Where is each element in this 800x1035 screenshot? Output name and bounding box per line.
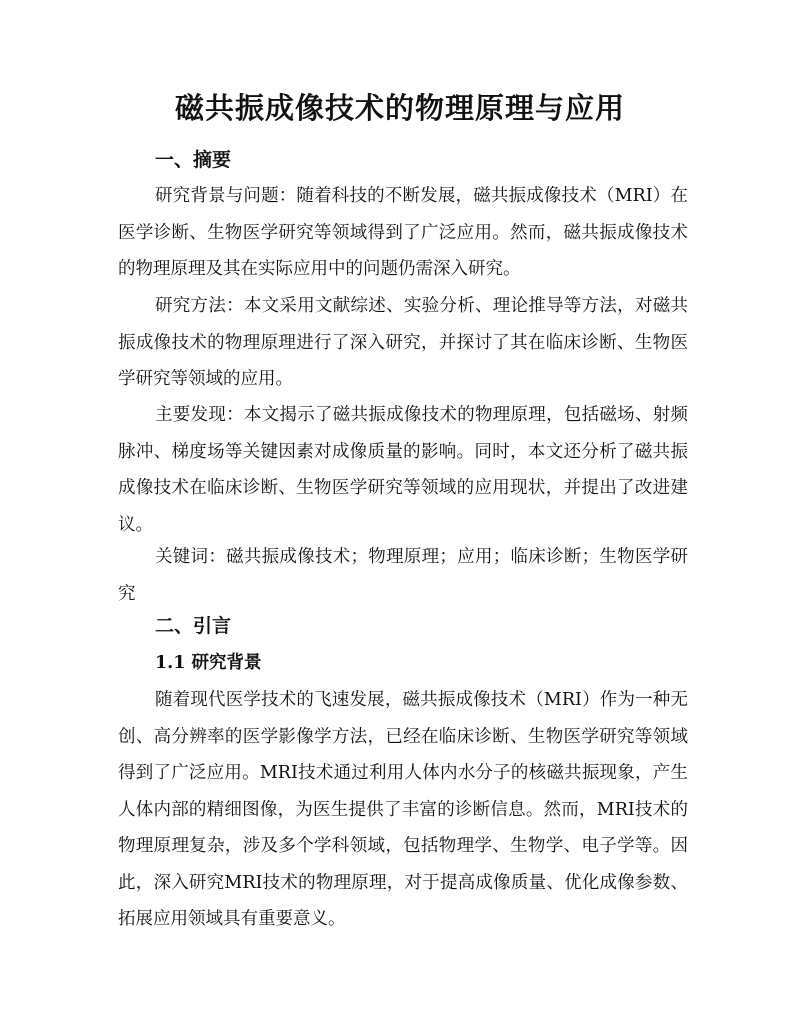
document-title: 磁共振成像技术的物理原理与应用 bbox=[174, 91, 625, 125]
abstract-heading: 一、摘要 bbox=[155, 149, 232, 171]
introduction-paragraph: 随着现代医学技术的飞速发展，磁共振成像技术（MRI）作为一种无创、高分辨率的医学影像学方法，已经在临床诊断、生物医学研究等领域得到了广泛应用。MRI技术通过利用人体内水分子的核磁共振现象，产生人体内部的精细图像，为医生提供了丰富的诊断信息。然而，MRI技术的物理原理复杂，涉及多个学科领域，包括物理学、生物学、电子学等。因此，深入研究MRI技术的物理原理，对于提高成像质量、优化成像参数、拓展应用领域具有重要意义。 bbox=[118, 690, 688, 929]
abstract-findings-paragraph: 主要发现：本文揭示了磁共振成像技术的物理原理，包括磁场、射频脉冲、梯度场等关键因素对成像质量的影响。同时，本文还分析了磁共振成像技术在临床诊断、生物医学研究等领域的应用现状，并提出了改进建议。 bbox=[118, 405, 688, 535]
introduction-heading: 二、引言 bbox=[155, 615, 232, 637]
abstract-background-paragraph: 研究背景与问题：随着科技的不断发展，磁共振成像技术（MRI）在医学诊断、生物医学研究等领域得到了广泛应用。然而，磁共振成像技术的物理原理及其在实际应用中的问题仍需深入研究。 bbox=[118, 186, 688, 279]
abstract-keywords-paragraph: 关键词：磁共振成像技术；物理原理；应用；临床诊断；生物医学研究 bbox=[118, 547, 688, 604]
research-background-subheading: 1.1 研究背景 bbox=[155, 653, 262, 673]
abstract-methods-paragraph: 研究方法：本文采用文献综述、实验分析、理论推导等方法，对磁共振成像技术的物理原理进行了深入研究，并探讨了其在临床诊断、生物医学研究等领域的应用。 bbox=[118, 296, 688, 389]
